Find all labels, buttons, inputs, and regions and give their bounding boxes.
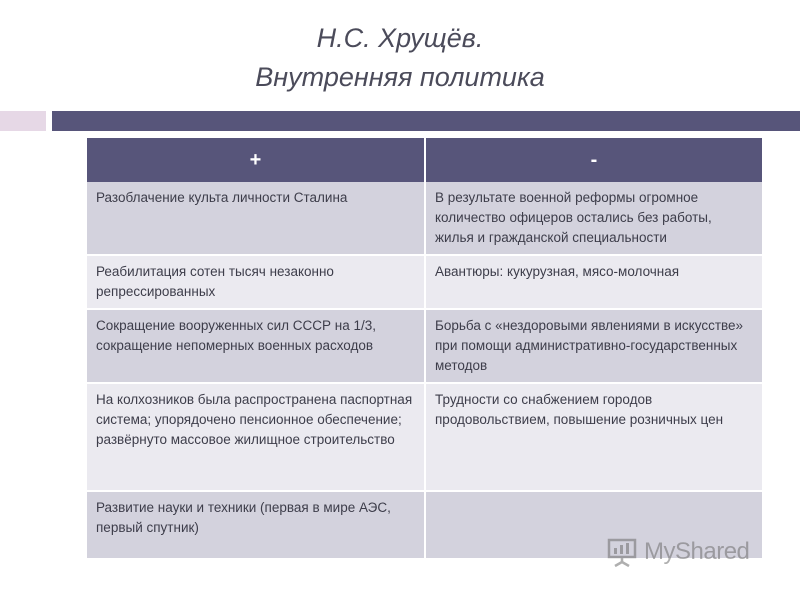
cell-minus: В результате военной реформы огромное количество офицеров остались без работы, жилья и гражданской специальности <box>425 182 762 255</box>
policy-table <box>87 138 762 560</box>
cell-plus: На колхозников была распространена паспортная система; упорядочено пенсионное обеспечение; развёрнуто массовое жилищное строительство <box>87 383 425 491</box>
cell-minus: Борьба с «нездоровыми явлениями в искусстве» при помощи административно-государственных методов <box>425 309 762 383</box>
slide-title <box>0 20 800 95</box>
decorative-band-left <box>0 111 46 131</box>
slide-title-line-1: Н.С. Хрущёв. <box>316 23 484 53</box>
decorative-band-right <box>52 111 800 131</box>
header-minus: - <box>425 138 762 182</box>
table-row <box>87 182 762 255</box>
cell-minus: Трудности со снабжением городов продовольствием, повышение розничных цен <box>425 383 762 491</box>
watermark <box>606 536 749 568</box>
header-plus: + <box>87 138 425 182</box>
watermark-text: MyShared <box>644 538 750 565</box>
cell-minus: Авантюры: кукурузная, мясо-молочная <box>425 255 762 309</box>
cell-plus: Реабилитация сотен тысяч незаконно репрессированных <box>87 255 425 309</box>
presentation-board-icon <box>606 536 638 568</box>
cell-plus: Сокращение вооруженных сил СССР на 1/3, сокращение непомерных военных расходов <box>87 309 425 383</box>
slide-title-line-2: Внутренняя политика <box>255 62 545 92</box>
table-row <box>87 255 762 309</box>
cell-plus: Разоблачение культа личности Сталина <box>87 182 425 255</box>
cell-plus: Развитие науки и техники (первая в мире АЭС, первый спутник) <box>87 491 425 559</box>
table-row <box>87 309 762 383</box>
table-header-row <box>87 138 762 182</box>
table-row <box>87 383 762 491</box>
